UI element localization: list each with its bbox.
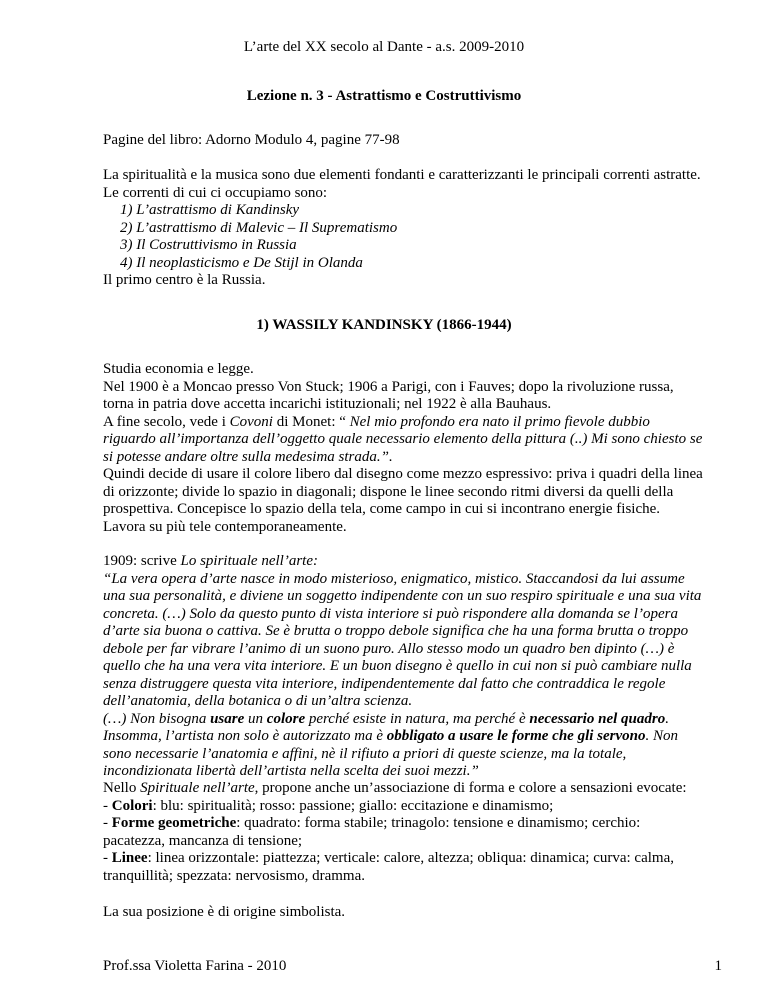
text-run: (…) Non bisogna xyxy=(103,710,211,727)
lesson-title: Lezione n. 3 - Astrattismo e Costruttivismo xyxy=(246,88,522,104)
text-run: . Non xyxy=(645,728,679,744)
quote-line: senza distruggere questa vita interiore, indipendentemente dal fatto che contraddica le regole xyxy=(103,675,666,692)
bold-run: obbligato a usare le forme che gli servono xyxy=(386,728,646,744)
book-title: Lo spirituale nell’arte: xyxy=(180,553,318,569)
bio-line: Nel 1900 è a Moncao presso Von Stuck; 1906 a Parigi, con i Fauves; dopo la rivoluzione russa, xyxy=(103,378,674,395)
quote-run: Nel mio profondo era nato il primo fievole dubbio xyxy=(349,413,650,430)
quote-intro xyxy=(103,553,723,571)
quote-line: debole per far vibrare l’animo di un suono puro. Allo stesso modo un quadro ben dipinto (…) è xyxy=(103,640,675,657)
list-item: 1) L’astrattismo di Kandinsky xyxy=(120,202,300,218)
bio-line: Quindi decide di usare il colore libero dal disegno come mezzo espressivo: priva i quadri della linea xyxy=(103,466,703,482)
bio-line: Lavora su più tele contemporaneamente. xyxy=(103,518,347,535)
section-heading: 1) WASSILY KANDINSKY (1866-1944) xyxy=(256,317,512,333)
symbolist-note: La sua posizione è di origine simbolista. xyxy=(103,904,346,920)
bold-run: Colori xyxy=(111,797,153,814)
intro-line: La spiritualità e la musica sono due elementi fondanti e caratterizzanti le principali correnti astratte. xyxy=(103,167,701,183)
bold-run: usare xyxy=(210,710,245,727)
book-pages: Pagine del libro: Adorno Modulo 4, pagine 77-98 xyxy=(103,132,400,148)
page-header: L’arte del XX secolo al Dante - a.s. 2009-2010 xyxy=(243,39,525,55)
list-item: 2) L’astrattismo di Malevic – Il Suprematismo xyxy=(120,219,398,236)
quote-line: quello che ha una vera vita interiore. E un buon disegno è quello in cui non si può cambiare nulla xyxy=(103,658,692,674)
bold-run: necessario nel quadro xyxy=(529,710,666,727)
bold-run: Forme geometriche xyxy=(111,815,237,831)
text-run: di Monet: “ xyxy=(272,413,350,430)
quote-line: d’arte sia buona o cattiva. Se è brutta o troppo debole significa che ha una forma brutta o troppo xyxy=(103,623,689,639)
bio-line: di orizzonte; divide lo spazio in diagonali; dispone le linee secondo ritmi diversi da quelli della xyxy=(103,483,674,500)
text-run: Insomma, l’artista non solo è autorizzato ma è xyxy=(103,728,387,744)
quote-line: incondizionata libertà dell’artista nella scelta dei suoi mezzi.” xyxy=(103,763,479,779)
text-run: perché esiste in natura, ma perché è xyxy=(305,710,530,727)
text-run: un xyxy=(244,710,267,727)
quote-line: una sua personalità, e diviene un soggetto indipendente con un suo respiro spirituale e una sua vita xyxy=(103,588,702,604)
bio-line: prospettiva. Concepisce lo spazio della tela, come campo in cui si incontrano energie fisiche. xyxy=(103,501,661,517)
list-item: 4) Il neoplasticismo e De Stijl in Olanda xyxy=(120,254,363,271)
page-number: 1 xyxy=(714,958,722,974)
quote-line xyxy=(103,728,723,746)
assoc-line xyxy=(103,780,723,798)
assoc-line: pacatezza, mancanza di tensione; xyxy=(103,832,303,849)
book-title: Spirituale nell’arte xyxy=(140,780,255,796)
first-center: Il primo centro è la Russia. xyxy=(103,272,266,288)
quote-line: sono necessarie l’anatomia e affini, nè il rifiuto a priori di queste scienze, ma la totale, xyxy=(103,745,627,762)
bold-run: Linee xyxy=(111,850,148,866)
assoc-line xyxy=(103,850,723,868)
bio-paragraph xyxy=(103,361,723,536)
text-run: : quadrato: forma stabile; trinagolo: tensione e dinamismo; cerchio: xyxy=(236,815,641,831)
bio-line xyxy=(103,414,723,432)
list-item: 3) Il Costruttivismo in Russia xyxy=(120,237,297,253)
quote-line: “La vera opera d’arte nasce in modo misterioso, enigmatico, mistico. Staccandosi da lui assume xyxy=(103,570,685,587)
currents-list xyxy=(120,202,720,272)
text-run: . xyxy=(665,710,669,727)
quote-line xyxy=(103,711,723,729)
text-run: - xyxy=(103,850,112,866)
bio-line: riguardo all’importanza dell’oggetto quale necessario elemento della pittura (..) Mi sono chiesto se xyxy=(103,431,703,447)
text-run: Nello xyxy=(103,780,141,796)
artwork-title: Covoni xyxy=(229,413,273,430)
text-run: - xyxy=(103,797,112,814)
bio-line: torna in patria dove accetta incarichi istituzionali; nel 1922 è alla Bauhaus. xyxy=(103,396,552,412)
text-run: : linea orizzontale: piattezza; verticale: calore, altezza; obliqua: dinamica; curva: calma, xyxy=(147,850,674,866)
text-run: , propone anche un’associazione di forma e colore a sensazioni evocate: xyxy=(254,780,687,796)
quote-line: concreta. (…) Solo da questo punto di vista interiore si può rispondere alla domanda se l’opera xyxy=(103,605,678,622)
assoc-line: tranquillità; spezzata: nervosismo, dramma. xyxy=(103,867,366,884)
quote-line: dell’anatomia, della botanica o di un’altra scienza. xyxy=(103,693,413,709)
text-run: : blu: spiritualità; rosso: passione; giallo: eccitazione e dinamismo; xyxy=(152,797,554,814)
bio-line: Studia economia e legge. xyxy=(103,361,254,377)
footer-author: Prof.ssa Violetta Farina - 2010 xyxy=(103,958,287,974)
association-paragraph xyxy=(103,780,723,885)
intro-line: Le correnti di cui ci occupiamo sono: xyxy=(103,184,328,201)
text-run: - xyxy=(103,815,112,831)
quote-paragraph xyxy=(103,553,723,781)
text-run: 1909: scrive xyxy=(103,553,181,569)
assoc-line xyxy=(103,815,723,833)
intro-paragraph xyxy=(103,167,723,202)
text-run: A fine secolo, vede i xyxy=(103,413,230,430)
bold-run: colore xyxy=(266,710,306,727)
page-footer xyxy=(103,958,722,975)
bio-line: si potesse andare oltre sulla medesima strada.”. xyxy=(103,448,393,465)
assoc-line xyxy=(103,798,723,816)
